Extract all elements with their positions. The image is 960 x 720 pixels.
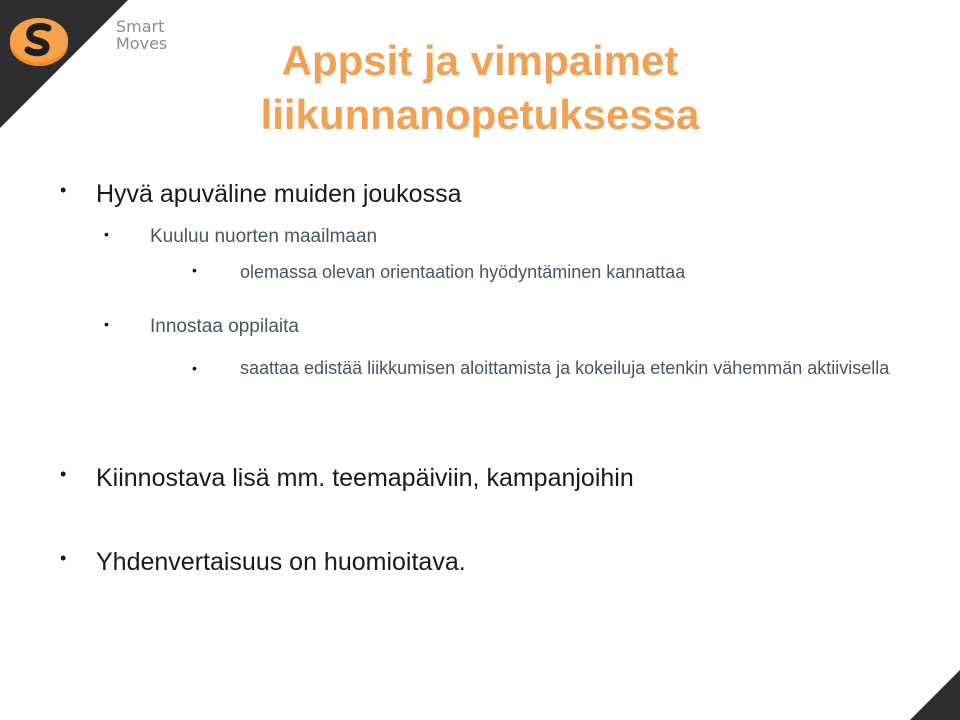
bullet-dot: • xyxy=(192,262,197,278)
slide-title xyxy=(180,34,780,142)
smart-moves-logo-icon xyxy=(8,14,70,70)
bullet-level-2 xyxy=(104,316,299,338)
bullet-text: Kiinnostava lisä mm. teemapäiviin, kampanjoihin xyxy=(96,464,634,492)
bullet-dot: • xyxy=(104,226,109,242)
corner-decoration-bottom-right xyxy=(910,670,960,720)
bullet-dot: • xyxy=(60,464,67,484)
bullet-text: olemassa olevan orientaation hyödyntäminen kannattaa xyxy=(240,262,686,282)
bullet-text: saattaa edistää liikkumisen aloittamista ja kokeiluja etenkin vähemmän aktiivisella xyxy=(240,358,890,378)
bullet-level-2 xyxy=(104,226,378,248)
logo-line-2: Moves xyxy=(116,34,168,53)
bullet-dot: • xyxy=(60,548,67,568)
bullet-level-1 xyxy=(60,180,462,209)
logo-wordmark xyxy=(116,18,167,52)
title-line-1: Appsit ja vimpaimet xyxy=(281,37,679,84)
bullet-dot: • xyxy=(192,360,197,376)
bullet-level-3 xyxy=(192,354,900,382)
bullet-dot: • xyxy=(104,316,109,332)
title-line-2: liikunnanopetuksessa xyxy=(260,91,700,138)
bullet-level-3 xyxy=(192,262,686,283)
bullet-text: Yhdenvertaisuus on huomioitava. xyxy=(96,548,466,576)
bullet-dot: • xyxy=(60,180,67,200)
bullet-text: Hyvä apuväline muiden joukossa xyxy=(96,180,462,208)
bullet-text: Kuuluu nuorten maailmaan xyxy=(150,226,378,247)
bullet-level-1 xyxy=(60,464,634,493)
logo-line-1: Smart xyxy=(116,17,165,36)
bullet-text: Innostaa oppilaita xyxy=(150,316,299,337)
bullet-level-1 xyxy=(60,548,466,577)
